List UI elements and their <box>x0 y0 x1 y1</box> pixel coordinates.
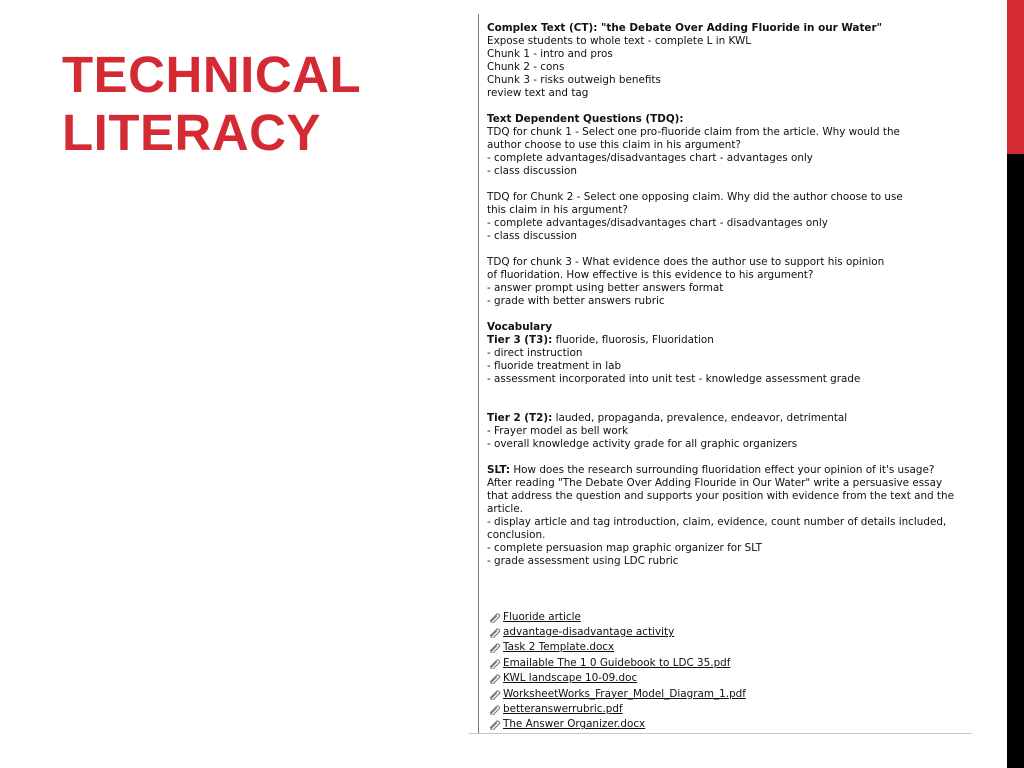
paperclip-icon <box>487 688 501 700</box>
ct-line: Chunk 3 - risks outweigh benefits <box>487 74 661 86</box>
tdq1-line: author choose to use this claim in his argument? <box>487 139 741 151</box>
tier2-text: lauded, propaganda, prevalence, endeavor, detrimental <box>552 412 848 424</box>
tier3-item: - assessment incorporated into unit test - knowledge assessment grade <box>487 373 861 385</box>
tier2-label: Tier 2 (T2): <box>487 412 553 424</box>
tdq1-line: - complete advantages/disadvantages chart - advantages only <box>487 152 813 164</box>
paperclip-icon <box>487 718 501 730</box>
attachment-item[interactable] <box>487 640 746 655</box>
title-line-1: TECHNICAL <box>62 46 362 103</box>
tier3-item: - direct instruction <box>487 347 583 359</box>
tier2-item: - overall knowledge activity grade for all graphic organizers <box>487 438 798 450</box>
tier3-label: Tier 3 (T3): <box>487 334 553 346</box>
attachment-link[interactable]: Emailable The 1 0 Guidebook to LDC 35.pdf <box>503 656 731 669</box>
slt-item: - display article and tag introduction, claim, evidence, count number of details included, <box>487 516 947 528</box>
attachment-item[interactable] <box>487 671 746 686</box>
tdq3-line: - answer prompt using better answers format <box>487 282 724 294</box>
accent-bar-red <box>1007 0 1024 154</box>
slide-title <box>62 46 361 162</box>
tdq1-line: - class discussion <box>487 165 577 177</box>
attachment-link[interactable]: Fluoride article <box>503 610 581 623</box>
slt-item: - grade assessment using LDC rubric <box>487 555 679 567</box>
tdq2-line: - class discussion <box>487 230 577 242</box>
tdq-heading: Text Dependent Questions (TDQ): <box>487 113 684 125</box>
attachment-link[interactable]: advantage-disadvantage activity <box>503 626 675 639</box>
ct-line: Expose students to whole text - complete L in KWL <box>487 35 752 47</box>
tier3-text: fluoride, fluorosis, Fluoridation <box>552 334 714 346</box>
attachment-item[interactable] <box>487 717 746 732</box>
attachment-link[interactable]: The Answer Organizer.docx <box>503 718 646 731</box>
tdq1-line: TDQ for chunk 1 - Select one pro-fluoride claim from the article. Why would the <box>487 126 900 138</box>
attachment-link[interactable]: betteranswerrubric.pdf <box>503 703 623 716</box>
tdq3-line: of fluoridation. How effective is this evidence to his argument? <box>487 269 814 281</box>
tier3-item: - fluoride treatment in lab <box>487 360 622 372</box>
ct-line: review text and tag <box>487 87 589 99</box>
paperclip-icon <box>487 672 501 684</box>
tdq2-line: this claim in his argument? <box>487 204 628 216</box>
tier2-line <box>487 412 969 425</box>
attachment-item[interactable] <box>487 655 746 670</box>
document-left-rule <box>478 14 479 733</box>
tier2-item: - Frayer model as bell work <box>487 425 628 437</box>
attachment-item[interactable] <box>487 624 746 639</box>
paperclip-icon <box>487 626 501 638</box>
accent-bar-black <box>1007 154 1024 768</box>
paperclip-icon <box>487 657 501 669</box>
tdq3-line: - grade with better answers rubric <box>487 295 665 307</box>
attachment-item[interactable] <box>487 609 746 624</box>
paperclip-icon <box>487 703 501 715</box>
slt-item: article. <box>487 503 523 515</box>
ct-line: Chunk 1 - intro and pros <box>487 48 613 60</box>
tier3-line <box>487 334 969 347</box>
slt-label: SLT: <box>487 464 511 476</box>
attachment-link[interactable]: KWL landscape 10-09.doc <box>503 672 638 685</box>
tdq2-line: TDQ for Chunk 2 - Select one opposing claim. Why did the author choose to use <box>487 191 903 203</box>
document-content <box>487 22 969 568</box>
attachment-link[interactable]: Task 2 Template.docx <box>503 641 615 654</box>
slt-item: - complete persuasion map graphic organizer for SLT <box>487 542 762 554</box>
paperclip-icon <box>487 611 501 623</box>
attachment-item[interactable] <box>487 701 746 716</box>
attachment-item[interactable] <box>487 686 746 701</box>
slt-item: conclusion. <box>487 529 546 541</box>
tdq2-line: - complete advantages/disadvantages chart - disadvantages only <box>487 217 828 229</box>
slt-text: How does the research surrounding fluoridation effect your opinion of it's usage? <box>510 464 935 476</box>
title-line-2: LITERACY <box>62 104 321 161</box>
slt-line <box>487 464 969 477</box>
paperclip-icon <box>487 641 501 653</box>
vocab-heading: Vocabulary <box>487 321 553 333</box>
slt-item: that address the question and supports your position with evidence from the text and the <box>487 490 954 502</box>
ct-heading: Complex Text (CT): "the Debate Over Adding Fluoride in our Water" <box>487 22 882 34</box>
tdq3-line: TDQ for chunk 3 - What evidence does the author use to support his opinion <box>487 256 885 268</box>
slt-item: After reading "The Debate Over Adding Flouride in Our Water" write a persuasive essay <box>487 477 943 489</box>
ct-line: Chunk 2 - cons <box>487 61 565 73</box>
attachment-link[interactable]: WorksheetWorks_Frayer_Model_Diagram_1.pdf <box>503 687 746 700</box>
attachment-list <box>487 609 746 732</box>
